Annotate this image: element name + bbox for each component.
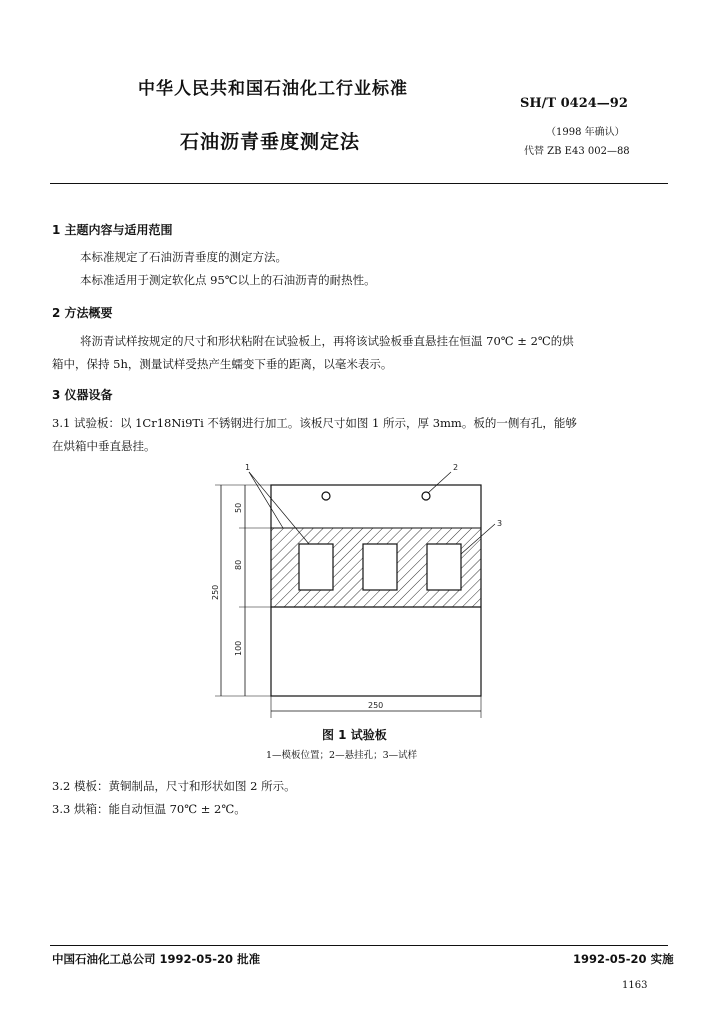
footer-rule bbox=[50, 945, 668, 946]
implementation-note: 1992-05-20 实施 bbox=[573, 952, 674, 966]
dim-50: 50 bbox=[234, 502, 243, 513]
hang-hole-2 bbox=[422, 492, 430, 500]
template-window-2 bbox=[363, 544, 397, 590]
section-1-para-1: 本标准规定了石油沥青垂度的测定方法。 bbox=[80, 250, 287, 264]
figure-legend: 1—模板位置；2—悬挂孔；3—试样 bbox=[266, 750, 418, 761]
page-number: 1163 bbox=[622, 980, 648, 991]
dim-250-height: 250 bbox=[211, 584, 220, 600]
replaces-note: 代替 ZB E43 002—88 bbox=[524, 146, 630, 157]
test-plate-figure bbox=[205, 458, 505, 720]
approval-note: 中国石油化工总公司 1992-05-20 批准 bbox=[52, 952, 261, 966]
item-3-1-line-2: 在烘箱中垂直悬挂。 bbox=[52, 439, 156, 453]
label-3: 3 bbox=[497, 519, 503, 528]
section-2-para-line-2: 箱中，保持 5h，测量试样受热产生蠕变下垂的距离，以毫米表示。 bbox=[52, 357, 393, 371]
issuing-body: 中华人民共和国石油化工行业标准 bbox=[138, 79, 408, 99]
header-rule bbox=[50, 183, 668, 184]
dim-250-width: 250 bbox=[368, 701, 384, 710]
section-2-heading: 2 方法概要 bbox=[52, 306, 113, 320]
label-2: 2 bbox=[453, 463, 459, 472]
standard-title: 石油沥青垂度测定法 bbox=[180, 131, 361, 153]
item-3-1-line-1: 3.1 试验板：以 1Cr18Ni9Ti 不锈钢进行加工。该板尺寸如图 1 所示，厚 3mm。板的一侧有孔，能够 bbox=[52, 416, 577, 430]
hang-hole-1 bbox=[322, 492, 330, 500]
section-3-heading: 3 仪器设备 bbox=[52, 388, 113, 402]
dim-100: 100 bbox=[234, 640, 243, 656]
section-1-heading: 1 主题内容与适用范围 bbox=[52, 223, 173, 237]
confirmation-note: （1998 年确认） bbox=[546, 127, 625, 138]
section-2-para-line-1: 将沥青试样按规定的尺寸和形状粘附在试验板上，再将该试验板垂直悬挂在恒温 70℃ ± 2℃的烘 bbox=[80, 334, 574, 348]
label-1: 1 bbox=[245, 463, 251, 472]
section-1-para-2: 本标准适用于测定软化点 95℃以上的石油沥青的耐热性。 bbox=[80, 273, 376, 287]
standard-number: SH/T 0424—92 bbox=[520, 96, 628, 111]
template-window-1 bbox=[299, 544, 333, 590]
item-3-2: 3.2 模板：黄铜制品，尺寸和形状如图 2 所示。 bbox=[52, 779, 296, 793]
figure-caption: 图 1 试验板 bbox=[322, 728, 387, 742]
template-window-3 bbox=[427, 544, 461, 590]
dim-80: 80 bbox=[234, 559, 243, 570]
item-3-3: 3.3 烘箱：能自动恒温 70℃ ± 2℃。 bbox=[52, 802, 246, 816]
